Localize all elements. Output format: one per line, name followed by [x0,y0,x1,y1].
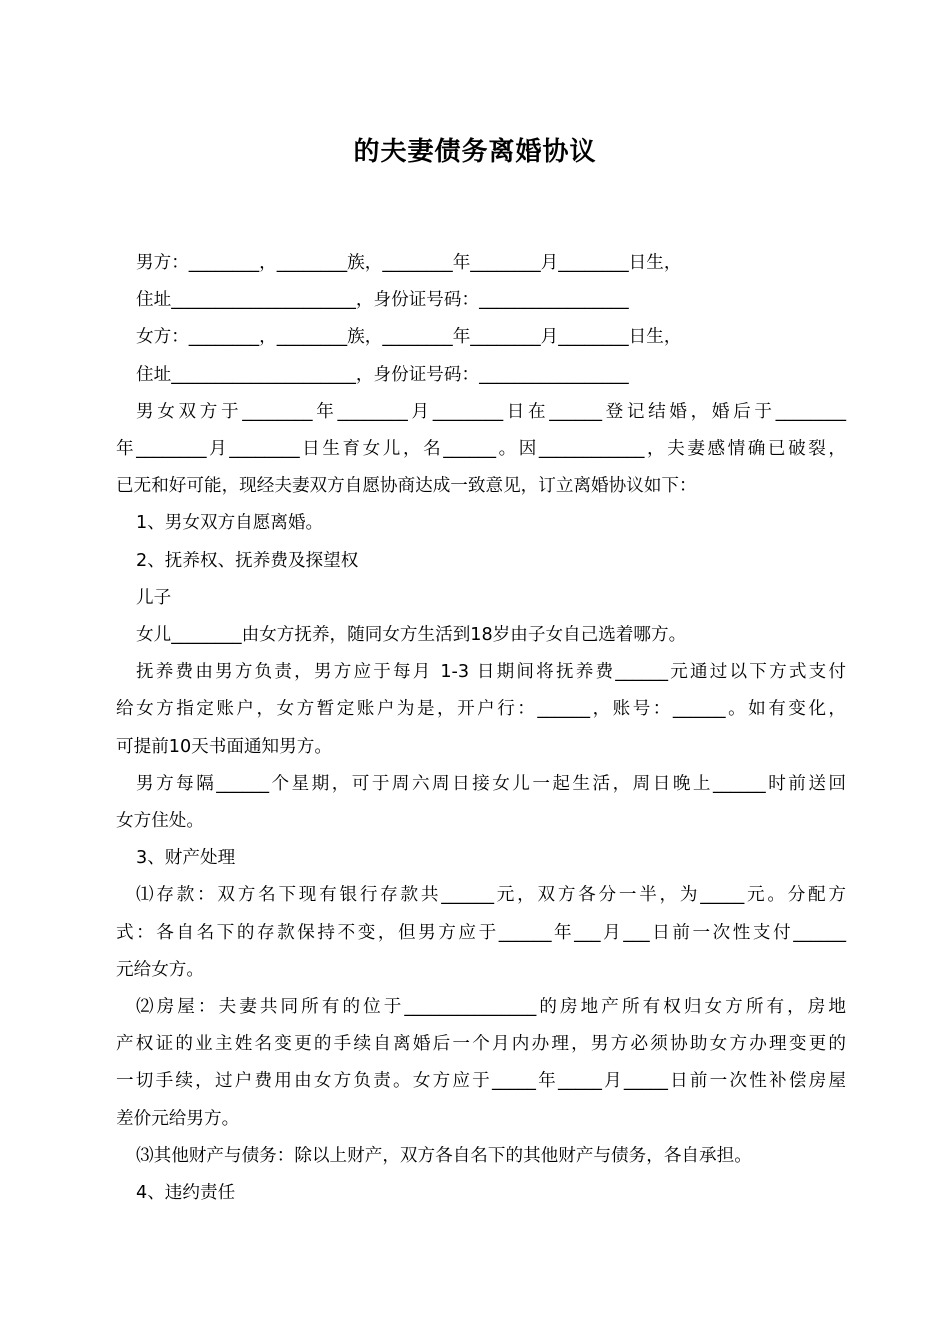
paragraph-line: 1、男女双方自愿离婚。 [136,513,324,534]
paragraph-line: 女儿________由女方抚养，随同女方生活到18岁由子女自己选着哪方。 [136,625,687,646]
paragraph-line: 式：各自名下的存款保持不变，但男方应于______年___月___日前一次性支付______ [116,922,846,943]
paragraph-line: 男方每隔______个星期，可于周六周日接女儿一起生活，周日晚上______时前送回 [136,773,846,794]
document-title: 的夫妻债务离婚协议 [353,137,597,167]
paragraph-line: 儿子 [136,587,172,608]
paragraph-line: 住址_____________________，身份证号码：_________________ [136,290,629,311]
paragraph-line: 女方：________，________族，________年________月________日生， [136,327,682,348]
paragraph-line: ⑶其他财产与债务：除以上财产，双方各自名下的其他财产与债务，各自承担。 [136,1145,752,1166]
paragraph-line: 住址_____________________，身份证号码：_________________ [136,364,629,385]
document-body [116,245,846,1212]
paragraph-line: 2、抚养权、抚养费及探望权 [136,550,359,571]
paragraph-line: 给女方指定账户，女方暂定账户为是，开户行：______，账号：______。如有变化， [116,699,846,720]
paragraph-line: 3、财产处理 [136,848,236,869]
paragraph-line: ⑴存款：双方名下现有银行存款共______元，双方各分一半，为_____元。分配方 [136,885,846,906]
paragraph-line: 元给女方。 [116,959,204,980]
paragraph-line: 4、违约责任 [136,1183,236,1204]
paragraph-line: 一切手续，过户费用由女方负责。女方应于_____年_____月_____日前一次性补偿房屋 [116,1071,846,1092]
paragraph-line: 男方：________，________族，________年________月________日生， [136,253,682,273]
paragraph-line: 产权证的业主姓名变更的手续自离婚后一个月内办理，男方必须协助女方办理变更的 [116,1034,846,1055]
paragraph-line: 女方住处。 [116,811,204,832]
paragraph-line: ⑵房屋：夫妻共同所有的位于_______________的房地产所有权归女方所有，房地 [136,997,846,1018]
paragraph-line: 年________月________日生育女儿，名______。因____________，夫妻感情确已破裂， [116,439,846,460]
paragraph-line: 差价元给男方。 [116,1108,240,1129]
paragraph-line: 抚养费由男方负责，男方应于每月 1-3 日期间将抚养费______元通过以下方式支付 [136,662,846,683]
paragraph-line: 可提前10天书面通知男方。 [116,736,332,757]
paragraph-line: 已无和好可能，现经夫妻双方自愿协商达成一致意见，订立离婚协议如下： [116,476,697,497]
paragraph-line: 男女双方于________年________月________日在______登记结婚，婚后于________ [136,401,846,422]
